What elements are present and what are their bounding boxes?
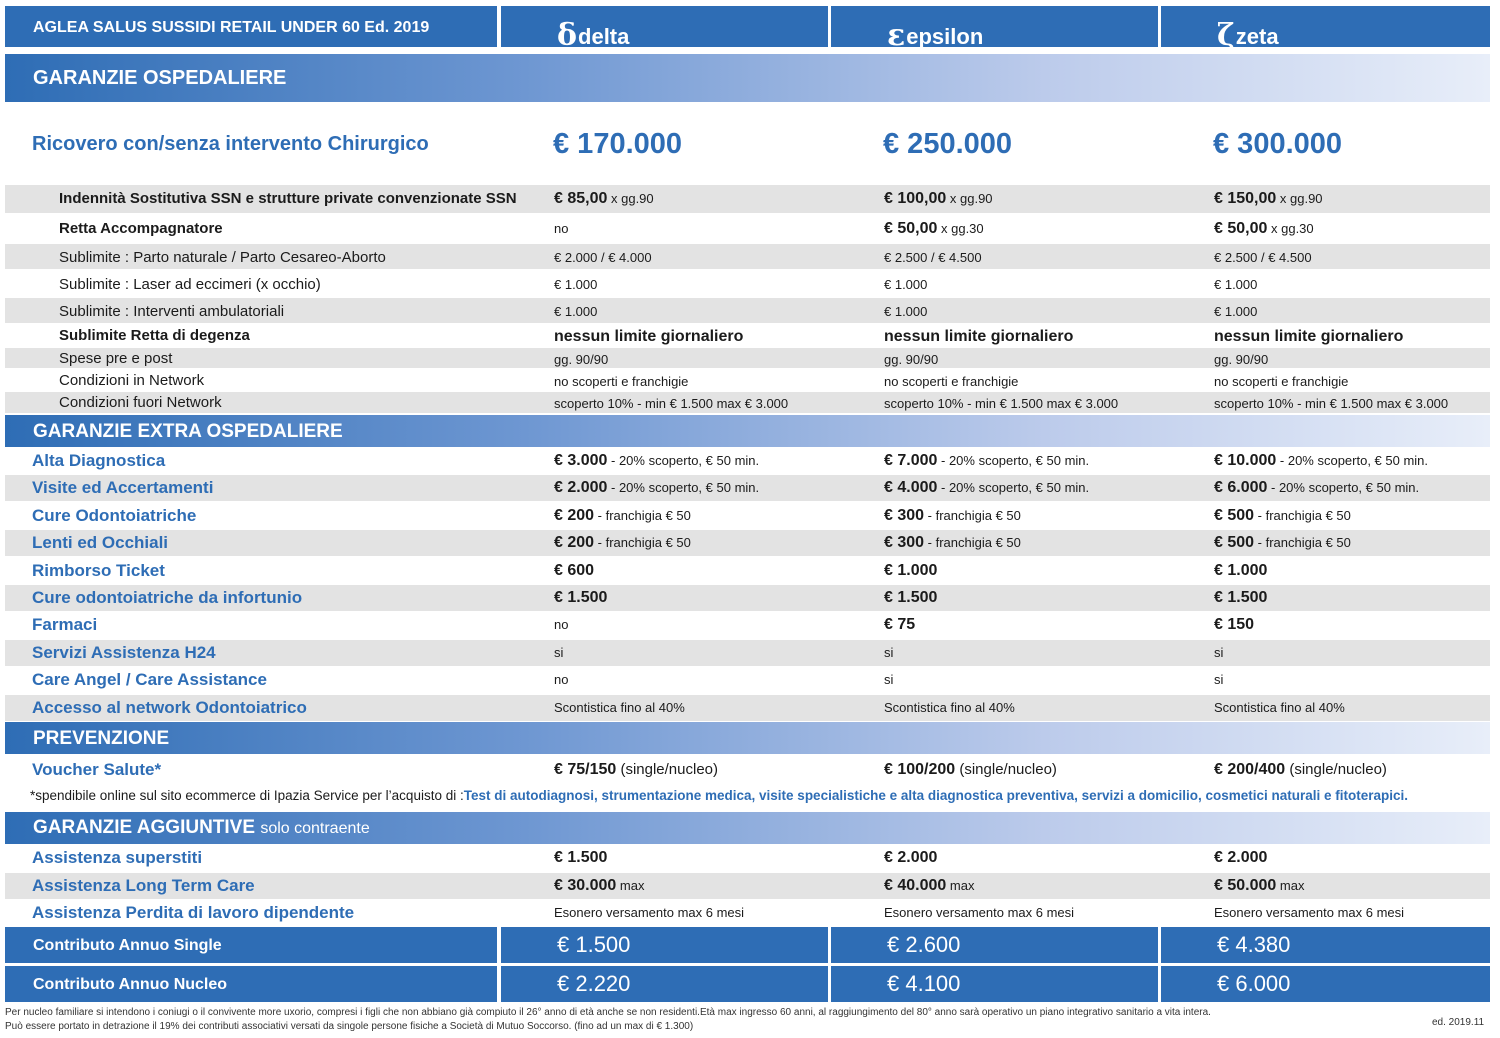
table-row — [5, 215, 1490, 243]
table-row — [5, 612, 1490, 639]
zeta-glyph: ζ — [1217, 18, 1235, 53]
row-label: Sublimite : Parto naturale / Parto Cesareo-Aborto — [59, 249, 386, 266]
detail: € 1.000 — [1214, 277, 1258, 292]
amount: € 600 — [554, 561, 595, 579]
amount: nessun limite giornaliero — [884, 328, 1074, 345]
row-label: Visite ed Accertamenti — [32, 478, 214, 498]
row-value — [1214, 328, 1403, 346]
row-label: Indennità Sostitutiva SSN e strutture private convenzionate SSN — [59, 190, 517, 207]
detail: - franchigia € 50 — [1254, 507, 1351, 523]
row-value — [554, 249, 652, 267]
voucher-value-delta — [554, 761, 718, 779]
amount: € 2.000 — [884, 849, 938, 866]
detail: Scontistica fino al 40% — [554, 699, 685, 715]
row-value — [1214, 671, 1223, 689]
row-value — [884, 220, 984, 238]
table-row — [5, 503, 1490, 530]
detail: - franchigia € 50 — [594, 507, 691, 523]
amount: € 50.000 — [1214, 876, 1277, 894]
row-value — [1214, 616, 1254, 634]
row-value — [1214, 452, 1428, 470]
row-value — [554, 877, 644, 895]
row-value — [884, 249, 982, 267]
amount: € 500 — [1214, 534, 1255, 552]
detail: Esonero versamento max 6 mesi — [884, 905, 1075, 920]
row-value — [884, 616, 915, 634]
detail: no scoperti e franchigie — [884, 374, 1019, 389]
row-value — [1214, 479, 1419, 497]
detail: - franchigia € 50 — [1254, 535, 1351, 551]
plan-header-zeta — [1161, 6, 1490, 53]
row-value — [884, 395, 1118, 413]
row-value — [884, 328, 1073, 346]
row-value — [884, 644, 893, 662]
row-value — [1214, 351, 1268, 369]
detail: € 1.000 — [1214, 304, 1258, 319]
plan-name: delta — [578, 24, 630, 49]
table-row — [5, 392, 1490, 414]
amount: nessun limite giornaliero — [1214, 328, 1404, 345]
detail: gg. 90/90 — [884, 352, 939, 367]
table-row — [5, 298, 1490, 324]
detail: € 2.500 / € 4.500 — [884, 250, 982, 265]
amount: € 200 — [554, 534, 595, 552]
row-label: Lenti ed Occhiali — [32, 533, 169, 553]
row-value — [554, 616, 568, 634]
unit: (single/nucleo) — [1285, 761, 1387, 778]
table-row — [5, 370, 1490, 391]
row-value — [1214, 589, 1267, 607]
row-value — [554, 904, 744, 922]
amount: € 10.000 — [1214, 452, 1277, 469]
detail: - 20% scoperto, € 50 min. — [607, 480, 760, 496]
row-label: Assistenza superstiti — [32, 848, 203, 867]
amount: € 500 — [1214, 506, 1255, 524]
row-value — [884, 507, 1021, 525]
detail: gg. 90/90 — [554, 352, 609, 367]
table-row — [5, 558, 1490, 585]
amount: € 2.000 — [554, 479, 608, 497]
detail: no scoperti e franchigie — [1214, 374, 1349, 389]
contributo-nucleo-label: Contributo Annuo Nucleo — [5, 966, 497, 1002]
unit: (single/nucleo) — [955, 761, 1057, 778]
table-row — [5, 873, 1490, 900]
row-label: Spese pre e post — [59, 350, 173, 367]
detail: Scontistica fino al 40% — [1214, 699, 1345, 715]
contributo-single-label: Contributo Annuo Single — [5, 927, 497, 963]
table-row — [5, 667, 1490, 694]
ricovero-value-epsilon: € 250.000 — [883, 128, 1013, 160]
row-value — [1214, 220, 1314, 238]
row-value — [554, 276, 597, 294]
row-value — [1214, 534, 1351, 552]
footer-note-1: Per nucleo familiare si intendono i coniugi o il convivente more uxorio, compresi i figli che non abbiano già compiuto il 26° anno di età anche se non residenti.Età max ingresso 60 anni, al raggiungimento del 80° anno sarà operativo un piano integrativo sanitario a vita intera. — [5, 1007, 1211, 1018]
row-value — [1214, 699, 1345, 717]
detail: scoperto 10% - min € 1.500 max € 3.000 — [884, 396, 1119, 411]
contributo-nucleo-delta: € 2.220 — [501, 966, 828, 1002]
row-value — [554, 373, 688, 391]
amount: € 100,00 — [884, 190, 947, 207]
amount: € 200 — [554, 506, 595, 524]
contributo-nucleo-zeta: € 6.000 — [1161, 966, 1490, 1002]
detail: si — [1214, 672, 1224, 688]
detail: no — [554, 617, 569, 633]
table-row — [5, 585, 1490, 612]
row-value — [1214, 644, 1223, 662]
row-value — [884, 877, 974, 895]
amount: € 50,00 — [1214, 220, 1268, 237]
amount: € 150,00 — [1214, 190, 1277, 207]
row-value — [1214, 190, 1323, 208]
amount: € 6.000 — [1214, 479, 1268, 497]
row-value — [884, 351, 938, 369]
detail: si — [884, 672, 894, 688]
detail: gg. 90/90 — [1214, 352, 1269, 367]
detail: Esonero versamento max 6 mesi — [554, 905, 745, 920]
row-value — [554, 671, 568, 689]
row-value — [884, 534, 1021, 552]
plan-name: zeta — [1235, 24, 1279, 49]
row-value — [1214, 249, 1312, 267]
amount: € 1.000 — [884, 561, 938, 579]
detail: € 1.000 — [884, 304, 928, 319]
detail: no — [554, 221, 569, 236]
row-label: Condizioni fuori Network — [59, 394, 222, 411]
detail: € 1.000 — [554, 277, 598, 292]
detail: - 20% scoperto, € 50 min. — [607, 453, 760, 468]
delta-glyph: δ — [557, 18, 578, 53]
row-value — [884, 562, 937, 580]
voucher-note-prefix: *spendibile online sul sito ecommerce di Ipazia Service per l’acquisto di : — [30, 788, 464, 803]
amount: nessun limite giornaliero — [554, 328, 744, 345]
voucher-value-epsilon — [884, 761, 1057, 779]
row-value — [1214, 904, 1404, 922]
amount: € 40.000 — [884, 876, 947, 894]
detail: € 2.000 / € 4.000 — [554, 250, 652, 265]
amount: € 1.500 — [884, 589, 938, 606]
row-value — [554, 589, 607, 607]
amount: € 1.500 — [1214, 589, 1268, 606]
detail: si — [884, 644, 894, 660]
detail: € 1.000 — [884, 277, 928, 292]
row-label: Farmaci — [32, 615, 98, 635]
section-suffix: solo contraente — [260, 820, 370, 837]
row-value — [884, 904, 1074, 922]
row-label: Retta Accompagnatore — [59, 220, 223, 237]
contributo-nucleo-epsilon: € 4.100 — [831, 966, 1158, 1002]
row-value — [1214, 303, 1257, 321]
row-value — [1214, 877, 1304, 895]
table-row — [5, 640, 1490, 667]
amount: € 200/400 — [1214, 761, 1286, 778]
detail: € 1.000 — [554, 304, 598, 319]
section-garanzie-extra-ospedaliere: GARANZIE EXTRA OSPEDALIERE — [5, 415, 1490, 447]
row-value — [554, 190, 654, 208]
row-label: Cure odontoiatriche da infortunio — [32, 588, 303, 607]
row-value — [554, 849, 607, 867]
table-row — [5, 325, 1490, 347]
amount: € 7.000 — [884, 452, 938, 469]
amount: € 300 — [884, 534, 925, 552]
row-value — [1214, 395, 1448, 413]
ricovero-value-zeta: € 300.000 — [1213, 128, 1343, 160]
detail: x gg.90 — [607, 191, 654, 206]
detail: no — [554, 672, 569, 688]
row-label: Accesso al network Odontoiatrico — [32, 697, 307, 717]
row-value — [884, 699, 1015, 717]
row-value — [884, 479, 1089, 497]
row-value — [554, 562, 594, 580]
row-value — [1214, 562, 1267, 580]
unit: (single/nucleo) — [616, 761, 718, 778]
row-value — [1214, 849, 1267, 867]
epsilon-glyph: ε — [887, 18, 906, 53]
table-row — [5, 475, 1490, 502]
edition-label: ed. 2019.11 — [1432, 1017, 1485, 1028]
detail: - franchigia € 50 — [924, 535, 1021, 551]
amount: € 3.000 — [554, 452, 608, 469]
table-row — [5, 530, 1490, 557]
row-value — [1214, 276, 1257, 294]
detail: scoperto 10% - min € 1.500 max € 3.000 — [1214, 396, 1449, 411]
row-value — [884, 589, 937, 607]
contributo-single-delta: € 1.500 — [501, 927, 828, 963]
section-prevenzione: PREVENZIONE — [5, 722, 1490, 754]
row-value — [554, 220, 568, 238]
contributo-single-zeta: € 4.380 — [1161, 927, 1490, 963]
amount: € 30.000 — [554, 876, 617, 894]
ricovero-label: Ricovero con/senza intervento Chirurgico — [32, 133, 429, 155]
table-row — [5, 448, 1490, 475]
amount: € 150 — [1214, 616, 1255, 634]
voucher-label: Voucher Salute* — [32, 760, 162, 779]
table-row — [5, 271, 1490, 297]
detail: - 20% scoperto, € 50 min. — [1276, 453, 1429, 468]
detail: scoperto 10% - min € 1.500 max € 3.000 — [554, 396, 789, 411]
row-value — [884, 190, 993, 208]
detail: x gg.90 — [1276, 191, 1323, 206]
table-row — [5, 185, 1490, 214]
voucher-note — [30, 788, 1408, 803]
amount: € 300 — [884, 506, 925, 524]
amount: € 50,00 — [884, 220, 938, 237]
row-value — [884, 452, 1089, 470]
row-value — [554, 479, 759, 497]
plan-name: epsilon — [906, 24, 984, 49]
row-label: Sublimite : Laser ad eccimeri (x occhio) — [59, 276, 321, 293]
row-value — [884, 671, 893, 689]
row-label: Servizi Assistenza H24 — [32, 642, 216, 662]
detail: si — [1214, 644, 1224, 660]
row-value — [554, 351, 608, 369]
table-row — [5, 900, 1490, 927]
table-title: AGLEA SALUS SUSSIDI RETAIL UNDER 60 Ed. 2019 — [5, 6, 497, 47]
amount: € 75 — [884, 616, 916, 634]
contributo-single-epsilon: € 2.600 — [831, 927, 1158, 963]
table-row — [5, 244, 1490, 270]
detail: x gg.90 — [946, 191, 993, 206]
amount: € 100/200 — [884, 761, 956, 778]
detail: x gg.30 — [937, 221, 984, 236]
row-label: Assistenza Perdita di lavoro dipendente — [32, 903, 355, 922]
detail: - franchigia € 50 — [594, 535, 691, 551]
row-value — [1214, 373, 1348, 391]
table-row — [5, 845, 1490, 872]
row-value — [554, 395, 788, 413]
amount: € 1.500 — [554, 849, 608, 866]
detail: € 2.500 / € 4.500 — [1214, 250, 1312, 265]
table-row — [5, 695, 1490, 722]
row-value — [554, 328, 743, 346]
amount: € 1.000 — [1214, 561, 1268, 579]
table-row — [5, 348, 1490, 369]
row-value — [554, 699, 685, 717]
amount: € 4.000 — [884, 479, 938, 497]
detail: Scontistica fino al 40% — [884, 699, 1015, 715]
row-label: Sublimite Retta di degenza — [59, 327, 250, 344]
detail: - 20% scoperto, € 50 min. — [937, 480, 1090, 496]
voucher-note-highlight: Test di autodiagnosi, strumentazione medica, visite specialistiche e alta diagnostica preventiva, servizi a domicilio, cosmetici naturali e fitoterapici. — [463, 788, 1409, 803]
section-title: GARANZIE AGGIUNTIVE — [33, 817, 256, 838]
plan-header-delta — [501, 6, 828, 53]
detail: - 20% scoperto, € 50 min. — [937, 453, 1090, 468]
amount: € 85,00 — [554, 190, 608, 207]
amount: € 2.000 — [1214, 849, 1268, 866]
row-value — [554, 507, 691, 525]
footer-note-2: Può essere portato in detrazione il 19% dei contributi associativi versati da singole persone fisiche a Società di Mutuo Soccorso. (fino ad un max di € 1.300) — [5, 1021, 694, 1032]
row-value — [884, 303, 927, 321]
row-value — [884, 276, 927, 294]
row-value — [554, 452, 759, 470]
detail: si — [554, 644, 564, 660]
amount: € 1.500 — [554, 589, 608, 606]
row-value — [1214, 507, 1351, 525]
row-value — [554, 534, 691, 552]
voucher-value-zeta — [1214, 761, 1387, 779]
row-value — [554, 644, 563, 662]
amount: € 75/150 — [554, 761, 617, 778]
row-label: Condizioni in Network — [59, 372, 205, 389]
row-label: Assistenza Long Term Care — [32, 875, 255, 895]
row-label: Care Angel / Care Assistance — [32, 670, 267, 690]
detail: - franchigia € 50 — [924, 507, 1021, 523]
row-label: Sublimite : Interventi ambulatoriali — [59, 303, 285, 320]
detail: max — [946, 877, 975, 893]
row-label: Rimborso Ticket — [32, 560, 165, 580]
ricovero-value-delta: € 170.000 — [553, 128, 683, 160]
detail: Esonero versamento max 6 mesi — [1214, 905, 1405, 920]
detail: max — [616, 877, 645, 893]
detail: x gg.30 — [1267, 221, 1314, 236]
detail: - 20% scoperto, € 50 min. — [1267, 480, 1420, 496]
plan-header-epsilon — [831, 6, 1158, 53]
section-garanzie-aggiuntive — [5, 812, 1490, 844]
row-value — [884, 373, 1018, 391]
row-value — [554, 303, 597, 321]
section-garanzie-ospedaliere: GARANZIE OSPEDALIERE — [5, 54, 1490, 102]
detail: no scoperti e franchigie — [554, 374, 689, 389]
row-label: Alta Diagnostica — [32, 451, 166, 470]
detail: max — [1276, 877, 1305, 893]
voucher-row — [5, 756, 1490, 784]
row-label: Cure Odontoiatriche — [32, 505, 197, 525]
row-value — [884, 849, 937, 867]
